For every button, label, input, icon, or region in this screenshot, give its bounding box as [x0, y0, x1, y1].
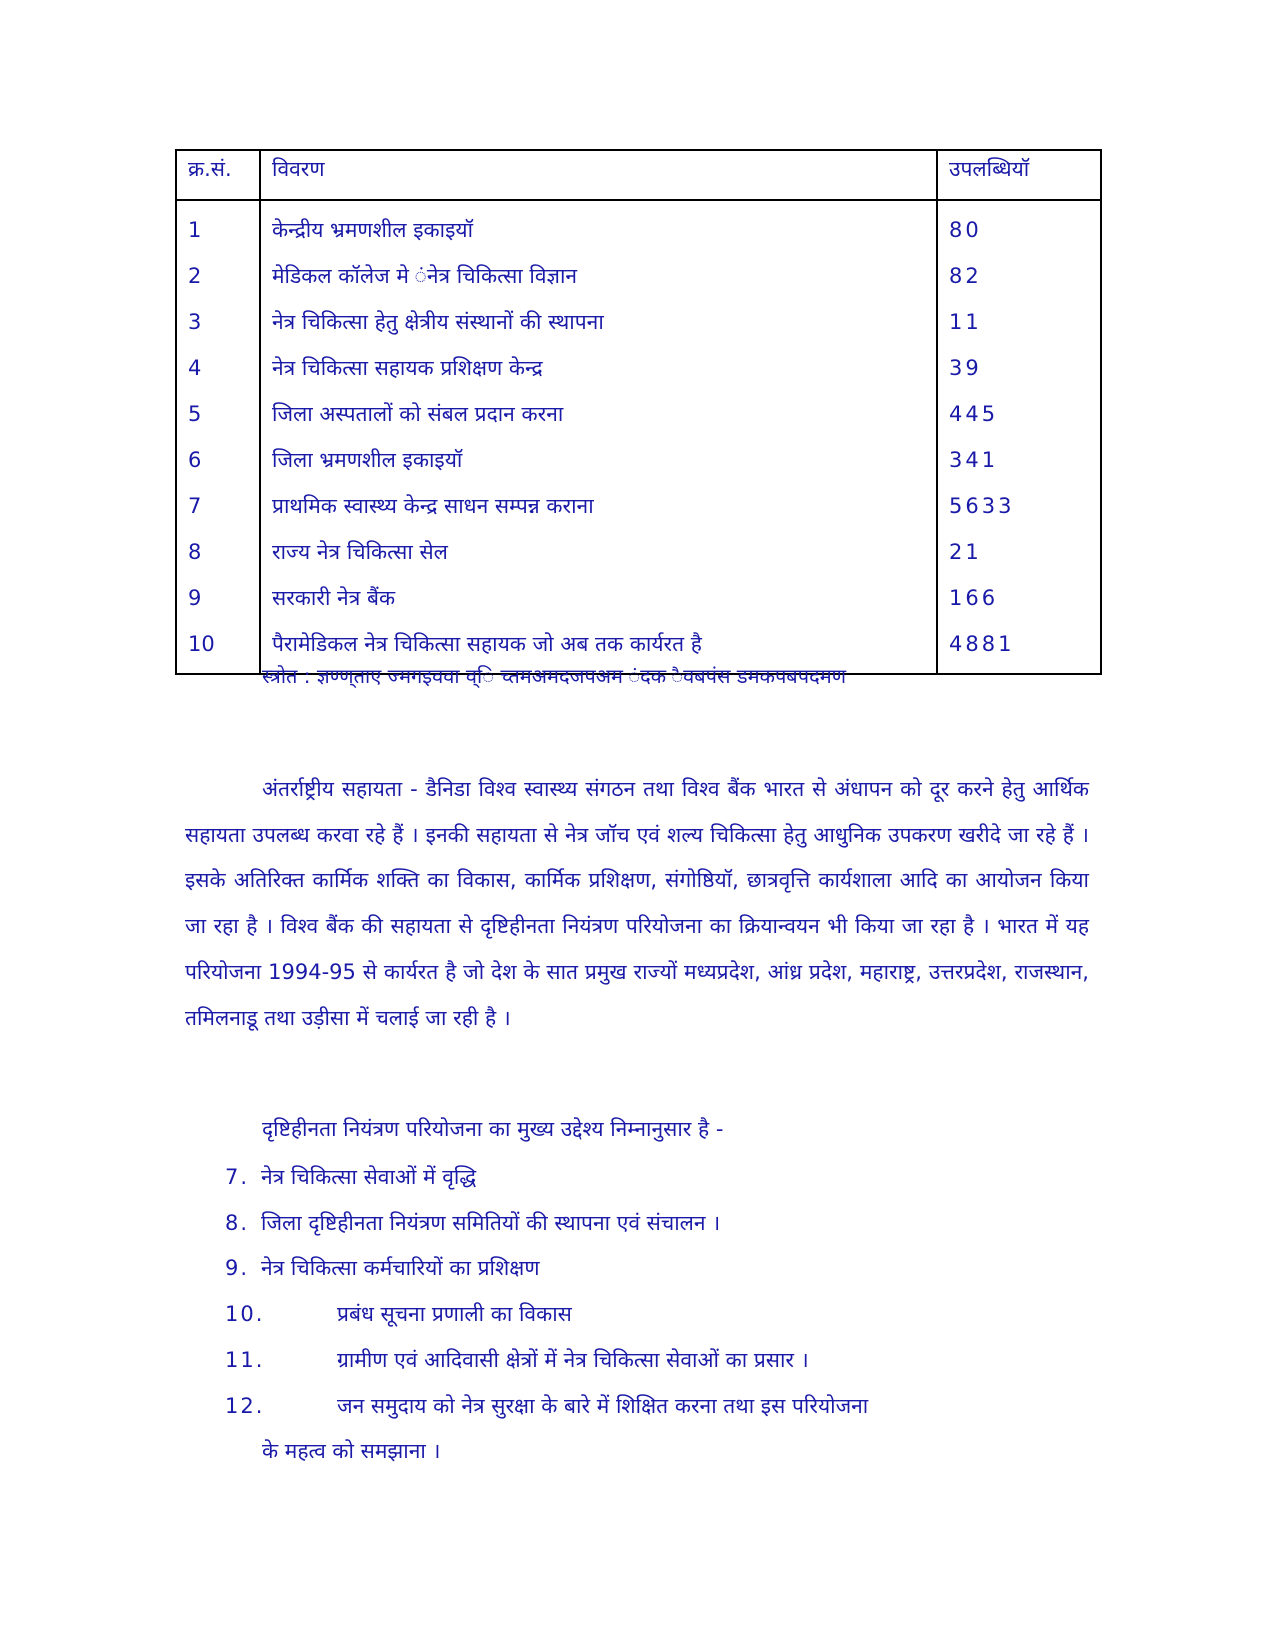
table-row: [176, 575, 1101, 621]
row-value: 39: [937, 345, 1101, 391]
row-description: पैरामेडिकल नेत्र चिकित्सा सहायक जो अब तक कार्यरत है: [260, 621, 937, 674]
row-serial: 6: [176, 437, 260, 483]
row-serial: 3: [176, 299, 260, 345]
row-value: 445: [937, 391, 1101, 437]
row-serial: 2: [176, 253, 260, 299]
list-item: [225, 1292, 1089, 1338]
table-row: [176, 253, 1101, 299]
row-serial: 7: [176, 483, 260, 529]
header-achievements: उपलब्धियॉ: [937, 150, 1101, 200]
list-item-number: 12.: [225, 1393, 265, 1418]
row-value: 5633: [937, 483, 1101, 529]
row-description: केन्द्रीय भ्रमणशील इकाइयॉ: [260, 200, 937, 253]
objectives-list: [225, 1155, 1089, 1475]
table-row: [176, 391, 1101, 437]
row-value: 11: [937, 299, 1101, 345]
list-item-continuation: [225, 1429, 1089, 1475]
row-description: नेत्र चिकित्सा हेतु क्षेत्रीय संस्थानों की स्थापना: [260, 299, 937, 345]
list-item-text: ग्रामीण एवं आदिवासी क्षेत्रों में नेत्र चिकित्सा सेवाओं का प्रसार ।: [337, 1347, 809, 1372]
list-item: [225, 1246, 1089, 1292]
row-description: नेत्र चिकित्सा सहायक प्रशिक्षण केन्द्र: [260, 345, 937, 391]
objectives-intro: दृष्टिहीनता नियंत्रण परियोजना का मुख्य उद्देश्य निम्नानुसार है -: [262, 1117, 724, 1141]
row-description: मेडिकल कॉलेज मे ंनेत्र चिकित्सा विज्ञान: [260, 253, 937, 299]
list-item-text: जन समुदाय को नेत्र सुरक्षा के बारे में शिक्षित करना तथा इस परियोजना: [337, 1393, 869, 1418]
row-description: प्राथमिक स्वास्थ्य केन्द्र साधन सम्पन्न कराना: [260, 483, 937, 529]
row-value: 82: [937, 253, 1101, 299]
table-row: [176, 437, 1101, 483]
table-header-row: [176, 150, 1101, 200]
table-row: [176, 483, 1101, 529]
table-row: [176, 529, 1101, 575]
list-item-number: 7.: [225, 1165, 250, 1189]
row-value: 341: [937, 437, 1101, 483]
table-row: [176, 299, 1101, 345]
table-row: [176, 200, 1101, 253]
list-item-text: जिला दृष्टिहीनता नियंत्रण समितियों की स्थापना एवं संचालन ।: [261, 1210, 721, 1235]
list-item-number: 10.: [225, 1302, 265, 1327]
row-description: सरकारी नेत्र बैंक: [260, 575, 937, 621]
row-description: जिला भ्रमणशील इकाइयॉ: [260, 437, 937, 483]
header-description: विवरण: [260, 150, 937, 200]
row-serial: 5: [176, 391, 260, 437]
list-item: [225, 1384, 1089, 1430]
list-item-text: नेत्र चिकित्सा सेवाओं में वृद्धि: [261, 1165, 477, 1189]
header-serial: क्र.सं.: [176, 150, 260, 200]
row-serial: 1: [176, 200, 260, 253]
row-serial: 9: [176, 575, 260, 621]
achievements-table: [175, 149, 1102, 675]
row-value: 21: [937, 529, 1101, 575]
list-item: [225, 1155, 1089, 1201]
list-item-number: 9.: [225, 1256, 250, 1281]
list-item-text: प्रबंध सूचना प्रणाली का विकास: [337, 1302, 572, 1327]
table-source-note: स्त्रोत : ज्ञण्ण्‌ताए ज्मगइववा व्ि च्तमअमदजपअम ंदक ैवबपंस डमकपबपदमण: [262, 664, 847, 688]
list-item-number: 11.: [225, 1347, 265, 1372]
row-serial: 4: [176, 345, 260, 391]
row-description: राज्य नेत्र चिकित्सा सेल: [260, 529, 937, 575]
paragraph-international-assistance: अंतर्राष्ट्रीय सहायता - डैनिडा विश्व स्वास्थ्य संगठन तथा विश्व बैंक भारत से अंधापन को दूर करने हेतु आर्थिक सहायता उपलब्ध करवा रहे हैं । इनकी सहायता से नेत्र जॉच एवं शल्य चिकित्सा हेतु आधुनिक उपकरण खरीदे जा रहे हैं । इसके अतिरिक्त कार्मिक शक्ति का विकास, कार्मिक प्रशिक्षण, संगोष्ठियॉ, छात्रवृत्ति कार्यशाला आदि का आयोजन किया जा रहा है । विश्व बैंक की सहायता से दृष्टिहीनता नियंत्रण परियोजना का क्रियान्वयन भी किया जा रहा है । भारत में यह परियोजना 1994-95 से कार्यरत है जो देश के सात प्रमुख राज्यों मध्यप्रदेश, आंध्र प्रदेश, महाराष्ट्र, उत्तरप्रदेश, राजस्थान, तमिलनाडू तथा उड़ीसा में चलाई जा रही है ।: [185, 777, 1089, 1030]
row-serial: 10: [176, 621, 260, 674]
list-item: [225, 1338, 1089, 1384]
table-row: [176, 345, 1101, 391]
row-value: 4881: [937, 621, 1101, 674]
list-item-text: नेत्र चिकित्सा कर्मचारियों का प्रशिक्षण: [261, 1256, 540, 1281]
row-value: 80: [937, 200, 1101, 253]
list-item-continuation-text: के महत्व को समझाना ।: [262, 1439, 441, 1464]
list-item-number: 8.: [225, 1210, 250, 1235]
row-description: जिला अस्पतालों को संबल प्रदान करना: [260, 391, 937, 437]
row-serial: 8: [176, 529, 260, 575]
row-value: 166: [937, 575, 1101, 621]
list-item: [225, 1201, 1089, 1247]
